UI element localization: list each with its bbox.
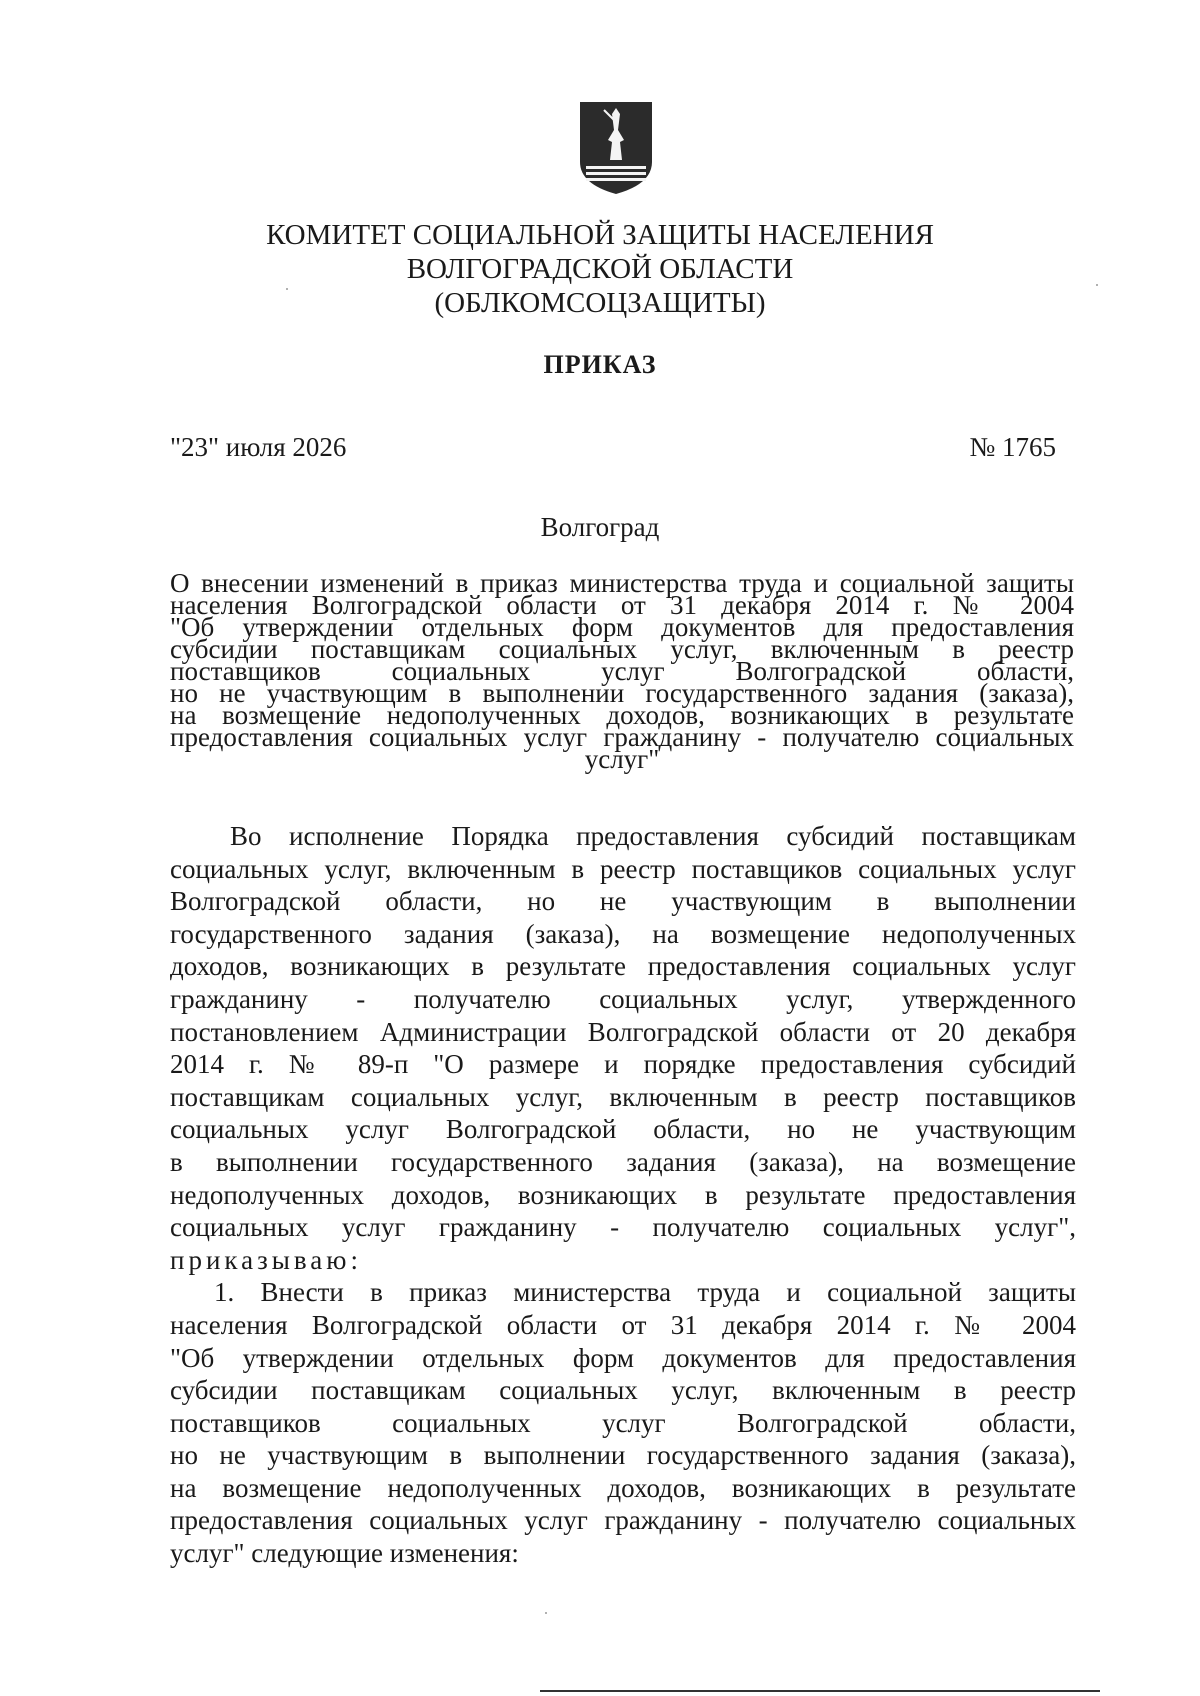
order-date: "23" июля 2026 <box>170 432 347 462</box>
body-line: доходов, возникающих в результате предоставления социальных услуг <box>170 951 1076 982</box>
body-line: гражданину - получателю социальных услуг, утвержденного <box>170 983 1076 1014</box>
body-line: 2014 г. № 89-п "О размере и порядке предоставления субсидий <box>170 1049 1076 1080</box>
order-verb: приказываю: <box>170 1244 362 1275</box>
volgograd-coat-of-arms-icon <box>578 100 654 196</box>
page-bottom-rule <box>540 1690 1100 1692</box>
item-1-line: поставщиков социальных услуг Волгоградской области, <box>170 1407 1076 1438</box>
item-1-line: субсидии поставщикам социальных услуг, включенным в реестр <box>170 1375 1076 1406</box>
org-line: КОМИТЕТ СОЦИАЛЬНОЙ ЗАЩИТЫ НАСЕЛЕНИЯ <box>266 219 934 251</box>
body-line: социальных услуг гражданину - получателю социальных услуг", <box>170 1212 1076 1243</box>
scan-speck <box>1096 284 1098 286</box>
body-line: поставщикам социальных услуг, включенным в реестр поставщиков <box>170 1081 1076 1112</box>
item-1-line: "Об утверждении отдельных форм документов для предоставления <box>170 1342 1076 1373</box>
item-1-line: услуг" следующие изменения: <box>170 1538 519 1569</box>
subject-line: услуг" <box>584 744 660 774</box>
order-subject <box>170 568 1074 774</box>
item-1-line: предоставления социальных услуг гражданину - получателю социальных <box>170 1505 1076 1536</box>
scan-speck <box>286 288 288 290</box>
body-line: постановлением Администрации Волгоградской области от 20 декабря <box>170 1016 1076 1047</box>
order-number: № 1765 <box>969 432 1056 462</box>
body-line: Волгоградской области, но не участвующим в выполнении <box>170 886 1076 917</box>
body-line: Во исполнение Порядка предоставления субсидий поставщикам <box>230 821 1076 851</box>
subject-line: поставщиков социальных услуг Волгоградской области, <box>170 656 1074 686</box>
subject-line: на возмещение недополученных доходов, возникающих в результате <box>170 700 1074 730</box>
subject-line: предоставления социальных услуг гражданину - получателю социальных <box>170 722 1074 752</box>
org-line: ВОЛГОГРАДСКОЙ ОБЛАСТИ <box>406 253 794 285</box>
city-name: Волгоград <box>540 512 660 542</box>
body-line: в выполнении государственного задания (заказа), на возмещение <box>170 1146 1076 1177</box>
subject-line: субсидии поставщикам социальных услуг, включенным в реестр <box>170 634 1074 664</box>
document-type-title: ПРИКАЗ <box>543 350 657 379</box>
org-line: (ОБЛКОМСОЦЗАЩИТЫ) <box>434 287 766 319</box>
body-line: государственного задания (заказа), на возмещение недополученных <box>170 918 1076 949</box>
subject-line: но не участвующим в выполнении государственного задания (заказа), <box>170 678 1074 708</box>
body-line: социальных услуг Волгоградской области, но не участвующим <box>170 1114 1076 1145</box>
scan-speck <box>545 1612 547 1614</box>
organization-name <box>200 218 1000 320</box>
item-1-line: на возмещение недополученных доходов, возникающих в результате <box>170 1472 1076 1503</box>
subject-line: "Об утверждении отдельных форм документов для предоставления <box>170 612 1074 642</box>
body-line: недополученных доходов, возникающих в результате предоставления <box>170 1179 1076 1210</box>
body-line: социальных услуг, включенным в реестр поставщиков социальных услуг <box>170 853 1076 884</box>
subject-line: О внесении изменений в приказ министерства труда и социальной защиты <box>170 568 1074 598</box>
order-body <box>170 820 1076 1570</box>
item-1-line: 1. Внести в приказ министерства труда и социальной защиты <box>214 1277 1076 1308</box>
item-1-line: но не участвующим в выполнении государственного задания (заказа), <box>170 1440 1076 1471</box>
item-1-line: населения Волгоградской области от 31 декабря 2014 г. № 2004 <box>170 1309 1076 1340</box>
subject-line: населения Волгоградской области от 31 декабря 2014 г. № 2004 <box>170 590 1074 620</box>
